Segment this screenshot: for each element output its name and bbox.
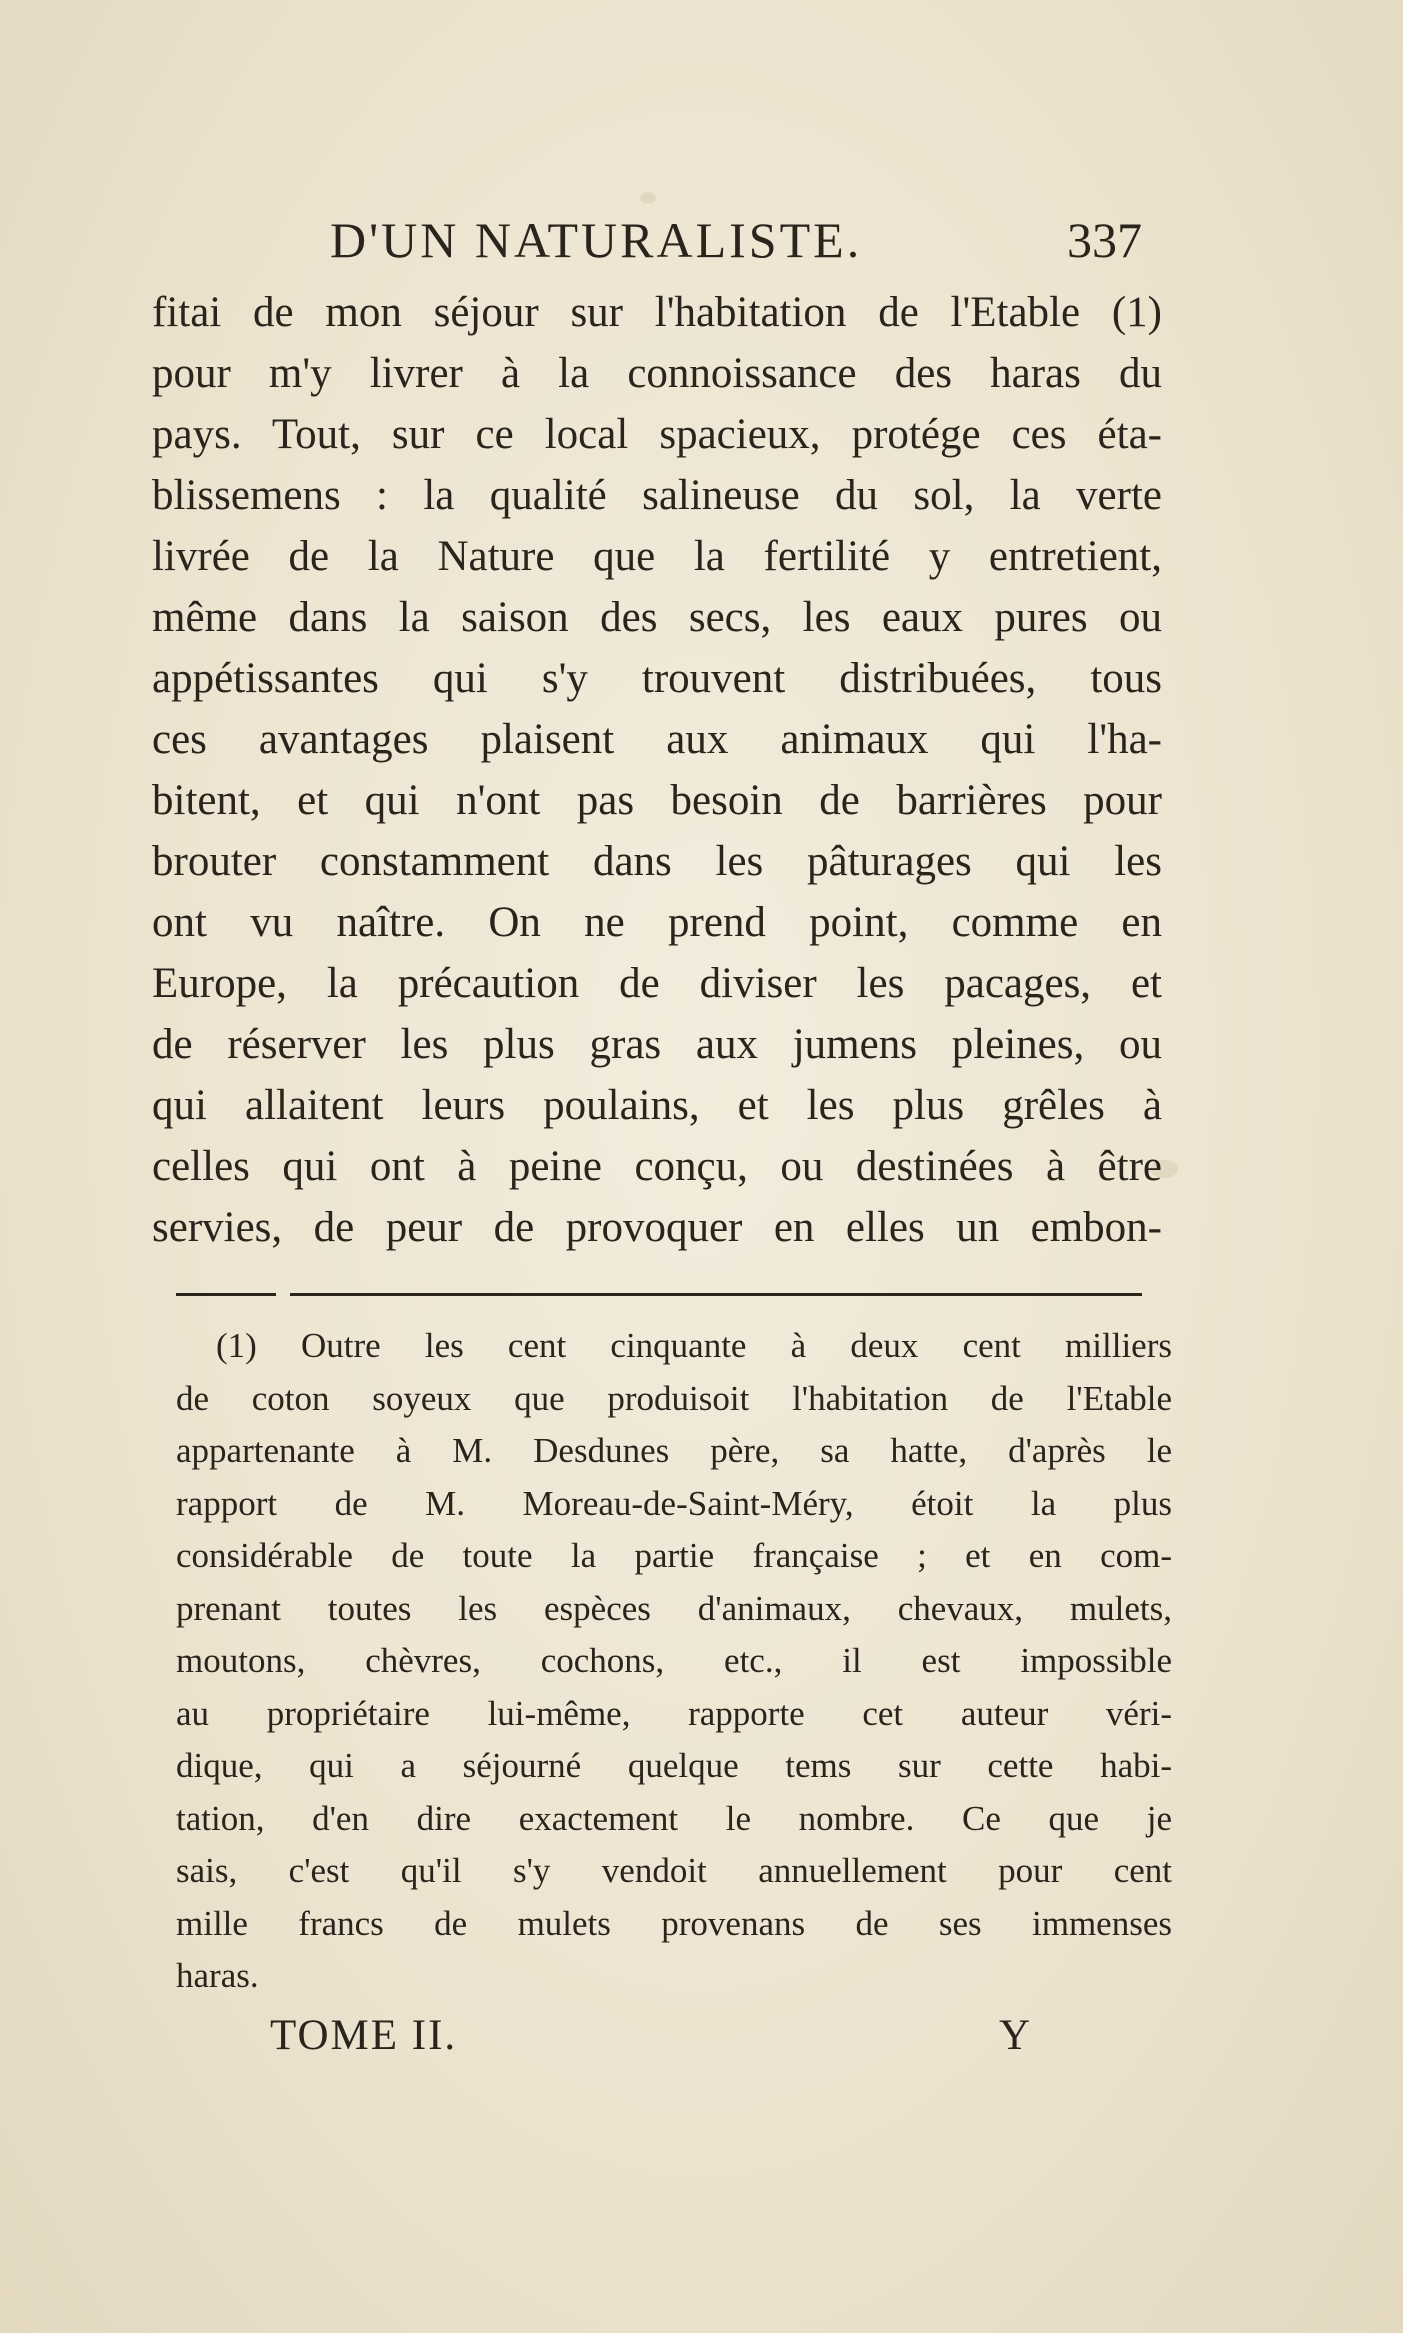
footnote-line: moutons, chèvres, cochons, etc., il est impossible <box>176 1641 1172 1680</box>
text-line: pays. Tout, sur ce local spacieux, protége ces éta- <box>152 411 1162 458</box>
footnote-line: au propriétaire lui-même, rapporte cet auteur véri- <box>176 1693 1172 1733</box>
text-line: pour m'y livrer à la connoissance des haras du <box>152 350 1162 397</box>
footnote-line: prenant toutes les espèces d'animaux, chevaux, mulets, <box>176 1588 1172 1628</box>
footnote-line: de coton soyeux que produisoit l'habitation de l'Etable <box>176 1378 1172 1418</box>
main-text <box>152 282 1162 1258</box>
text-line: appétissantes qui s'y trouvent distribuées, tous <box>152 655 1162 702</box>
footnote-line: (1) Outre les cent cinquante à deux cent milliers <box>216 1326 1172 1365</box>
footnote-rule <box>176 1293 1142 1296</box>
text-line: blissemens : la qualité salineuse du sol, la verte <box>152 472 1162 519</box>
running-title: D'UN NATURALISTE. <box>330 212 863 268</box>
footnote-line: dique, qui a séjourné quelque tems sur cette habi- <box>176 1746 1172 1785</box>
text-line: servies, de peur de provoquer en elles un embon- <box>152 1204 1162 1251</box>
footnote-line: sais, c'est qu'il s'y vendoit annuellement pour cent <box>176 1851 1172 1890</box>
text-line: Europe, la précaution de diviser les pacages, et <box>152 960 1162 1007</box>
footnote <box>176 1320 1172 2003</box>
text-line: même dans la saison des secs, les eaux pures ou <box>152 594 1162 641</box>
footnote-line: mille francs de mulets provenans de ses immenses <box>176 1903 1172 1943</box>
footnote-line: tation, d'en dire exactement le nombre. Ce que je <box>176 1798 1172 1838</box>
text-line: ont vu naître. On ne prend point, comme en <box>152 899 1162 946</box>
footnote-line: haras. <box>176 1956 259 1995</box>
text-line: livrée de la Nature que la fertilité y entretient, <box>152 533 1162 580</box>
running-head <box>330 208 1150 272</box>
text-line: qui allaitent leurs poulains, et les plus grêles à <box>152 1082 1162 1129</box>
footnote-rule-gap <box>276 1290 290 1299</box>
text-line: ces avantages plaisent aux animaux qui l'ha- <box>152 716 1162 763</box>
volume-label: TOME II. <box>270 2012 458 2059</box>
text-line: celles qui ont à peine conçu, ou destinées à être <box>152 1143 1162 1190</box>
signature-mark: Y <box>998 2012 1030 2059</box>
page-number: 337 <box>1067 212 1142 268</box>
text-line: bitent, et qui n'ont pas besoin de barrières pour <box>152 777 1162 824</box>
footnote-line: appartenante à M. Desdunes père, sa hatte, d'après le <box>176 1431 1172 1470</box>
footnote-line: considérable de toute la partie française ; et en com- <box>176 1536 1172 1575</box>
paper-stain <box>640 192 656 204</box>
text-line: brouter constamment dans les pâturages qui les <box>152 838 1162 885</box>
footnote-line: rapport de M. Moreau-de-Saint-Méry, étoit la plus <box>176 1483 1172 1523</box>
signature-line <box>270 2004 1030 2068</box>
text-line: de réserver les plus gras aux jumens pleines, ou <box>152 1021 1162 1068</box>
text-line: fitai de mon séjour sur l'habitation de l'Etable (1) <box>152 289 1162 336</box>
